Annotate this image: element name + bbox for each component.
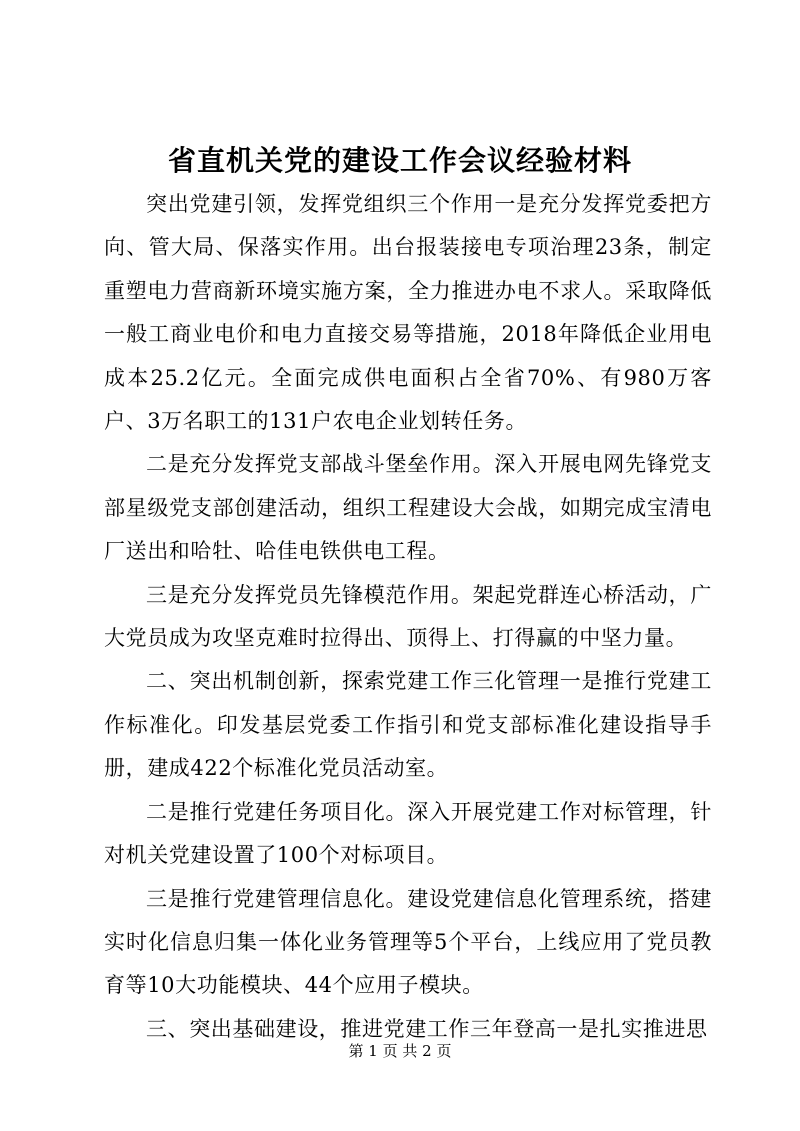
paragraph: 二、突出机制创新，探索党建工作三化管理一是推行党建工作标准化。印发基层党委工作指引和党支部标准化建设指导手册，建成422个标准化党员活动室。	[104, 669, 712, 781]
document-title: 省直机关党的建设工作会议经验材料	[167, 144, 632, 177]
paragraph: 突出党建引领，发挥党组织三个作用一是充分发挥党委把方向、管大局、保落实作用。出台报装接电专项治理23条，制定重塑电力营商新环境实施方案，全力推进办电不求人。采取降低一般工商业电价和电力直接交易等措施，2018年降低企业用电成本25.2亿元。全面完成供电面积占全省70%、有980万客户、3万名职工的131户农电企业划转任务。	[104, 192, 712, 434]
paragraph: 三、突出基础建设，推进党建工作三年登高一是扎实推进思	[146, 1016, 708, 1041]
document-body	[104, 183, 712, 1051]
page-number-footer: 第 1 页 共 2 页	[348, 1042, 452, 1060]
paragraph: 二是充分发挥党支部战斗堡垒作用。深入开展电网先锋党支部星级党支部创建活动，组织工程建设大会战，如期完成宝清电厂送出和哈牡、哈佳电铁供电工程。	[104, 452, 712, 564]
paragraph: 二是推行党建任务项目化。深入开展党建工作对标管理，针对机关党建设置了100个对标项目。	[104, 799, 712, 868]
paragraph: 三是推行党建管理信息化。建设党建信息化管理系统，搭建实时化信息归集一体化业务管理等5个平台，上线应用了党员教育等10大功能模块、44个应用子模块。	[104, 886, 712, 998]
paragraph: 三是充分发挥党员先锋模范作用。架起党群连心桥活动，广大党员成为攻坚克难时拉得出、顶得上、打得赢的中坚力量。	[104, 582, 712, 651]
